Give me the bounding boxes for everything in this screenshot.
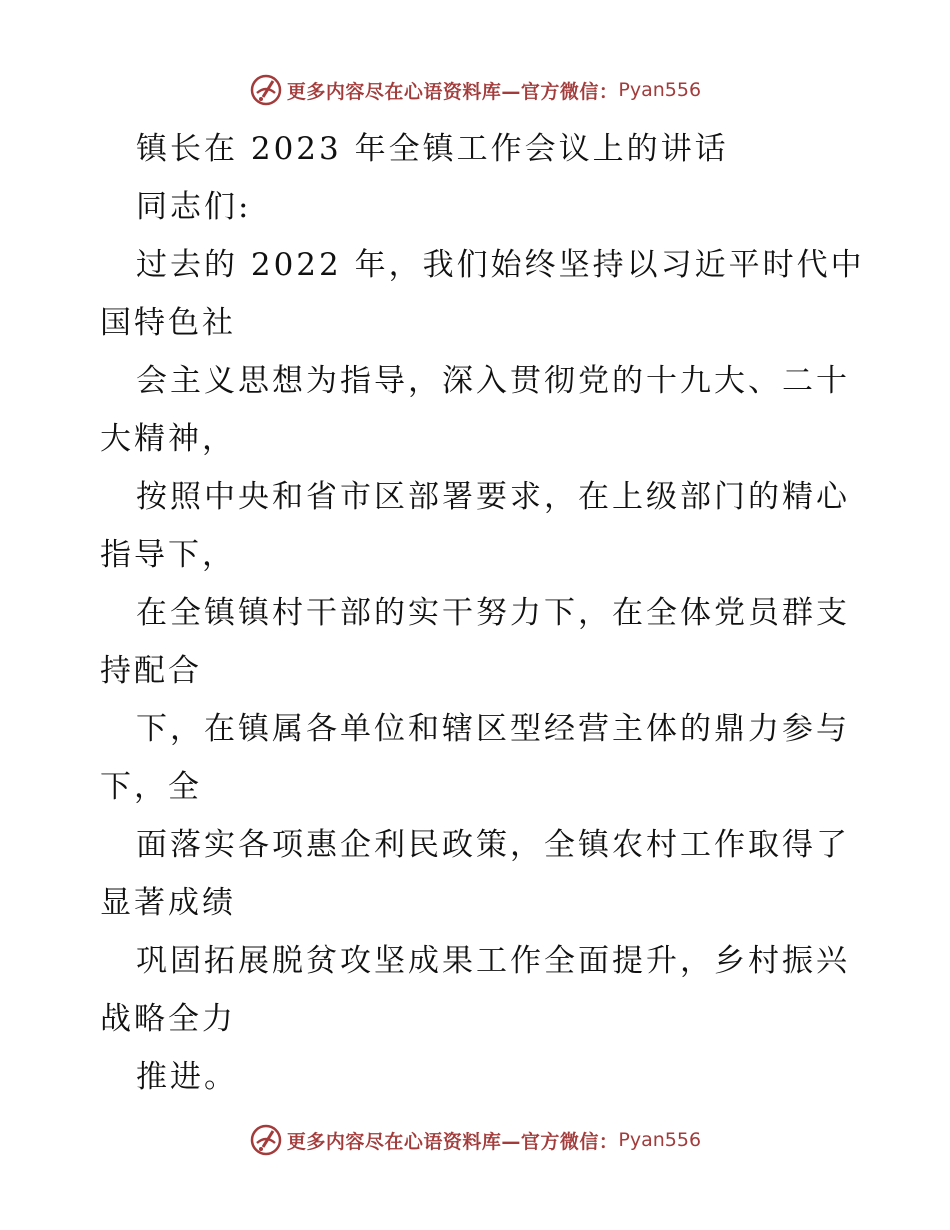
text-line: 大精神， [100,421,236,457]
document-body [100,120,865,1106]
text-line: 下，全 [100,769,202,805]
text-line: 下，在镇属各单位和辖区型经营主体的鼎力参与 [136,711,850,747]
watermark-text: 更多内容尽在心语资料库—官方微信： [286,80,619,103]
salutation: 同志们: [136,189,252,225]
header-watermark [0,70,950,110]
text-line: 巩固拓展脱贫攻坚成果工作全面提升，乡村振兴 [136,943,850,979]
text-line: 国特色社 [100,305,236,341]
watermark-text: 更多内容尽在心语资料库—官方微信： [286,1130,619,1153]
text-line: 推进。 [136,1059,238,1095]
document-title: 镇长在 2023 年全镇工作会议上的讲话 [136,131,729,167]
book-pen-logo-icon [249,73,283,107]
text-line: 战略全力 [100,1001,236,1037]
text-line: 面落实各项惠企利民政策，全镇农村工作取得了 [136,827,850,863]
watermark-id: Pyan556 [618,1129,702,1151]
footer-watermark [0,1120,950,1160]
book-pen-logo-icon [249,1123,283,1157]
text-line: 持配合 [100,653,202,689]
watermark-id: Pyan556 [618,79,702,101]
text-line: 会主义思想为指导，深入贯彻党的十九大、二十 [136,363,850,399]
text-line: 指导下， [100,537,236,573]
text-line: 按照中央和省市区部署要求，在上级部门的精心 [136,479,850,515]
text-line: 过去的 2022 年，我们始终坚持以习近平时代中 [136,247,865,283]
text-line: 显著成绩 [100,885,236,921]
text-line: 在全镇镇村干部的实干努力下，在全体党员群支 [136,595,850,631]
